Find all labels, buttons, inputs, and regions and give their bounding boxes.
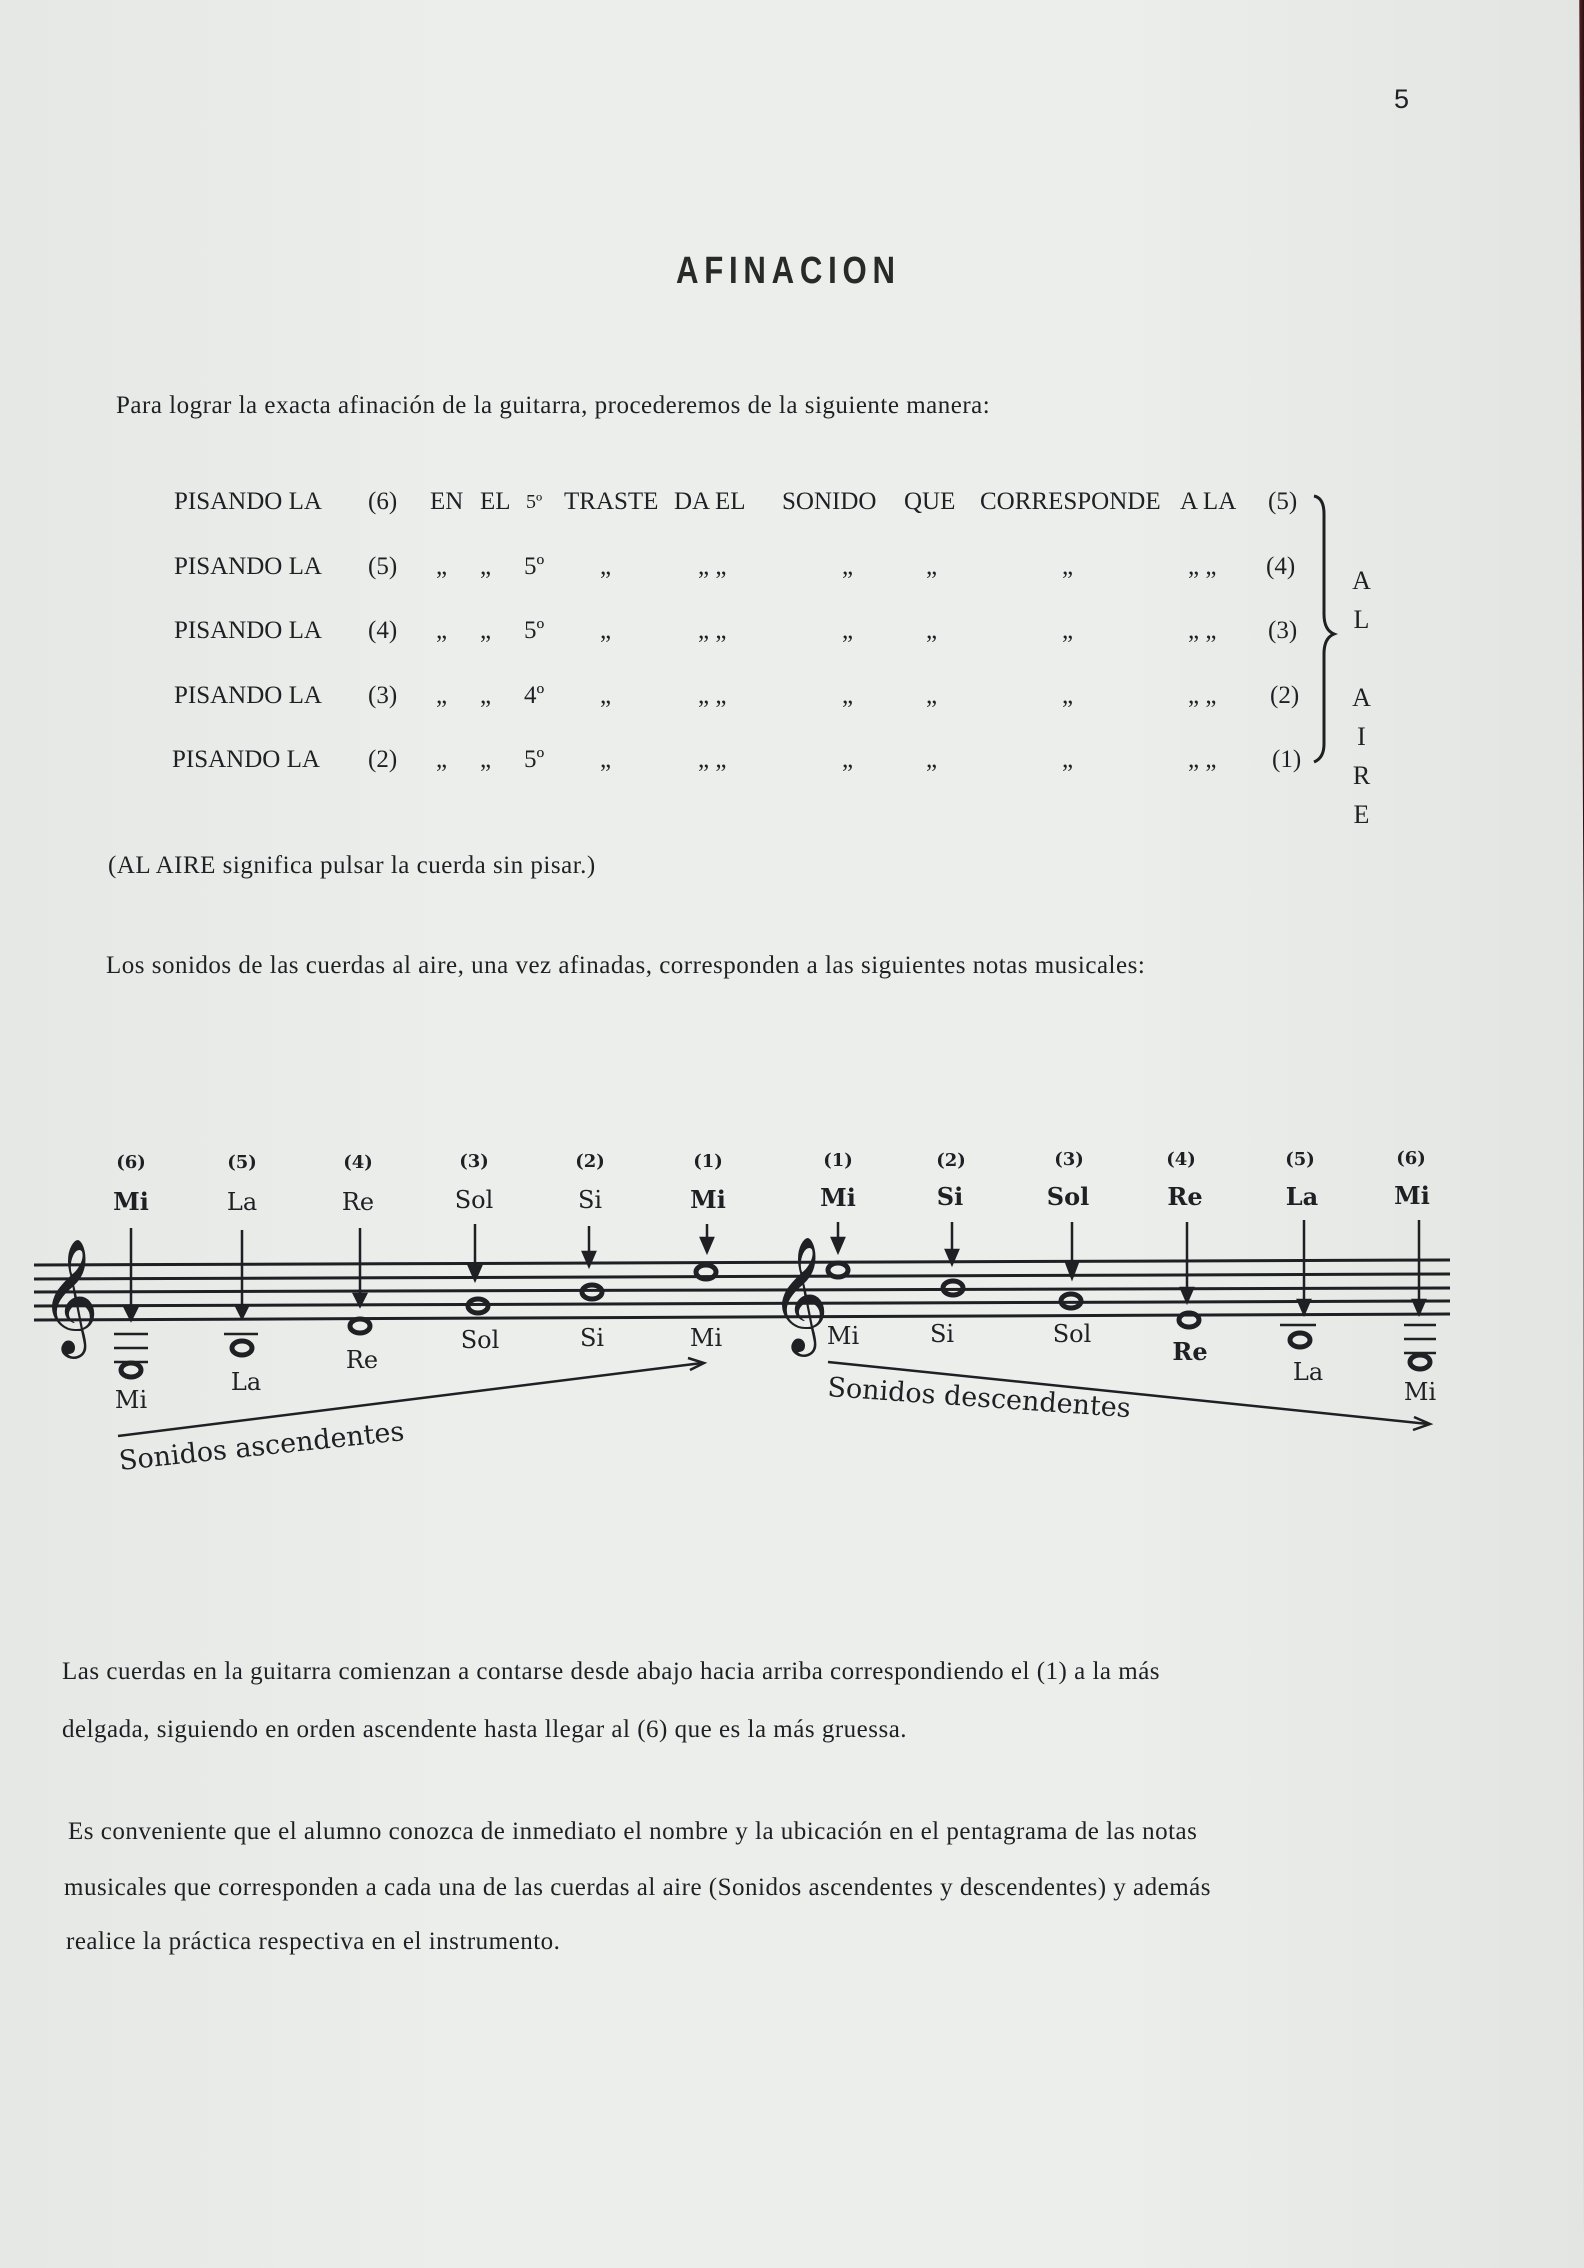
ascending-label: Sonidos ascendentes — [117, 1416, 406, 1477]
step-ditto: „ — [1062, 746, 1074, 773]
svg-text:𝄞: 𝄞 — [40, 1237, 100, 1354]
step-ditto: „ — [926, 681, 938, 709]
page-title: AFINACION — [676, 250, 901, 292]
svg-text:Mi: Mi — [689, 1324, 723, 1352]
svg-text:Re: Re — [341, 1188, 375, 1216]
step-string: (4) — [368, 617, 398, 644]
step-word: QUE — [904, 488, 956, 515]
step-word: TRASTE — [564, 488, 659, 515]
step-ditto: „ — [480, 617, 492, 644]
step-word: CORRESPONDE — [980, 488, 1161, 515]
step-target: (3) — [1268, 617, 1298, 644]
svg-text:La: La — [230, 1368, 262, 1396]
step-ditto: „ — [842, 681, 854, 709]
svg-text:Sol: Sol — [1052, 1320, 1092, 1348]
step-target: (2) — [1270, 681, 1300, 709]
step-word: EL — [480, 488, 511, 515]
step-ditto: „ „ — [698, 681, 727, 709]
step-target: (1) — [1272, 746, 1302, 773]
svg-text:(4): (4) — [1166, 1149, 1196, 1170]
svg-text:(2): (2) — [575, 1151, 605, 1172]
svg-text:Mi: Mi — [1403, 1378, 1437, 1406]
svg-text:Re: Re — [1167, 1182, 1203, 1211]
right-brace-icon — [1310, 490, 1344, 770]
step-ditto: „ — [436, 552, 448, 580]
svg-text:Mi: Mi — [1394, 1181, 1430, 1210]
step-ditto: „ — [926, 552, 938, 580]
direction-arrows — [118, 1358, 1430, 1436]
step-ditto: „ — [926, 746, 938, 773]
step-ditto: „ „ — [1188, 552, 1217, 580]
tuning-step-row — [174, 682, 1324, 747]
staff-figure — [0, 1130, 1584, 1510]
svg-text:Sol: Sol — [1046, 1182, 1090, 1211]
step-ditto: „ — [480, 746, 492, 773]
svg-text:(1): (1) — [693, 1151, 723, 1172]
step-ditto: „ „ — [698, 552, 727, 580]
step-ditto: „ „ — [698, 746, 727, 773]
staff-svg — [0, 1130, 1584, 1510]
page-number: 5 — [1394, 84, 1410, 114]
step-ditto: „ — [1062, 552, 1074, 580]
svg-text:(6): (6) — [116, 1152, 146, 1173]
step-fret: 4º — [524, 681, 545, 709]
step-word: EN — [430, 488, 464, 515]
svg-text:(1): (1) — [823, 1150, 853, 1171]
step-word: DA EL — [674, 488, 746, 515]
step-ditto: „ — [436, 681, 448, 709]
step-fret: 5º — [524, 552, 545, 580]
step-ditto: „ — [436, 746, 448, 773]
svg-text:𝄞: 𝄞 — [770, 1235, 830, 1352]
step-ditto: „ — [926, 617, 938, 644]
step-label: PISANDO LA — [172, 746, 320, 773]
step-ditto: „ — [1062, 617, 1074, 644]
svg-text:Re: Re — [345, 1346, 379, 1374]
strings-paragraph-line-1: Las cuerdas en la guitarra comienzan a contarse desde abajo hacia arriba correspondiendo el (1) a la más — [62, 1658, 1161, 1685]
step-word: A LA — [1180, 488, 1237, 515]
svg-text:La: La — [1285, 1182, 1319, 1211]
step-target: (5) — [1268, 488, 1298, 515]
step-ditto: „ „ — [1188, 617, 1217, 644]
step-string: (2) — [368, 746, 398, 773]
svg-text:(6): (6) — [1396, 1148, 1426, 1169]
step-label: PISANDO LA — [174, 488, 322, 515]
svg-text:Sol: Sol — [460, 1326, 500, 1354]
tuning-step-row — [174, 746, 1324, 811]
tuning-step-row — [174, 488, 1324, 553]
step-label: PISANDO LA — [174, 617, 322, 644]
step-word: SONIDO — [782, 488, 877, 515]
step-ditto: „ — [842, 552, 854, 580]
sonidos-intro: Los sonidos de las cuerdas al aire, una vez afinadas, corresponden a las siguientes notas musicales: — [106, 952, 1146, 979]
svg-text:(4): (4) — [343, 1152, 373, 1173]
step-ditto: „ — [842, 746, 854, 773]
svg-text:Re: Re — [1172, 1337, 1208, 1366]
step-string: (6) — [368, 488, 398, 515]
svg-text:Si: Si — [577, 1186, 603, 1214]
svg-text:Si: Si — [936, 1182, 964, 1211]
step-ditto: „ — [1062, 681, 1074, 709]
step-ditto: „ — [600, 746, 612, 773]
conveniente-paragraph-line-3: realice la práctica respectiva en el instrumento. — [66, 1928, 561, 1955]
step-ditto: „ — [600, 552, 612, 580]
svg-text:Sol: Sol — [454, 1186, 494, 1214]
step-ditto: „ — [842, 617, 854, 644]
al-aire-label — [1346, 566, 1376, 839]
strings-paragraph-line-2: delgada, siguiendo en orden ascendente hasta llegar al (6) que es la más gruessa. — [62, 1716, 908, 1743]
descending-label: Sonidos descendentes — [826, 1372, 1132, 1425]
svg-text:(5): (5) — [227, 1152, 257, 1173]
step-ditto: „ — [600, 617, 612, 644]
step-string: (3) — [368, 681, 398, 709]
svg-text:Mi: Mi — [826, 1322, 860, 1350]
svg-text:Mi: Mi — [820, 1183, 856, 1212]
conveniente-paragraph-line-1: Es conveniente que el alumno conozca de inmediato el nombre y la ubicación en el pentagrama de las notas — [68, 1818, 1198, 1845]
step-ditto: „ — [436, 617, 448, 644]
intro-paragraph: Para lograr la exacta afinación de la guitarra, procederemos de la siguiente manera: — [116, 392, 991, 419]
svg-text:Mi: Mi — [113, 1187, 149, 1216]
step-fret: 5º — [524, 617, 545, 644]
tuning-step-row — [174, 617, 1324, 682]
conveniente-paragraph-line-2: musicales que corresponden a cada una de las cuerdas al aire (Sonidos ascendentes y descendentes) y además — [64, 1874, 1212, 1901]
svg-text:(2): (2) — [936, 1150, 966, 1171]
step-fret: 5º — [526, 491, 543, 513]
step-fret: 5º — [524, 746, 545, 773]
svg-text:(5): (5) — [1285, 1149, 1315, 1170]
step-ditto: „ „ — [1188, 746, 1217, 773]
step-ditto: „ — [480, 552, 492, 580]
al-aire-note: (AL AIRE significa pulsar la cuerda sin pisar.) — [108, 852, 596, 879]
svg-text:(3): (3) — [459, 1151, 489, 1172]
step-target: (4) — [1266, 552, 1296, 580]
svg-text:Si: Si — [929, 1320, 955, 1348]
step-ditto: „ — [600, 681, 612, 709]
svg-text:Mi: Mi — [690, 1185, 726, 1214]
svg-text:(3): (3) — [1054, 1149, 1084, 1170]
tuning-step-row — [174, 553, 1324, 618]
tuning-steps — [174, 488, 1324, 811]
step-string: (5) — [368, 552, 398, 580]
step-label: PISANDO LA — [174, 681, 322, 709]
al-aire-text: AL AIRE — [1347, 566, 1376, 839]
svg-text:La: La — [1292, 1358, 1324, 1386]
svg-text:Si: Si — [579, 1324, 605, 1352]
svg-text:Mi: Mi — [114, 1386, 148, 1414]
svg-text:La: La — [226, 1188, 258, 1216]
step-ditto: „ „ — [698, 617, 727, 644]
step-label: PISANDO LA — [174, 552, 322, 580]
step-ditto: „ „ — [1188, 681, 1217, 709]
step-ditto: „ — [480, 681, 492, 709]
